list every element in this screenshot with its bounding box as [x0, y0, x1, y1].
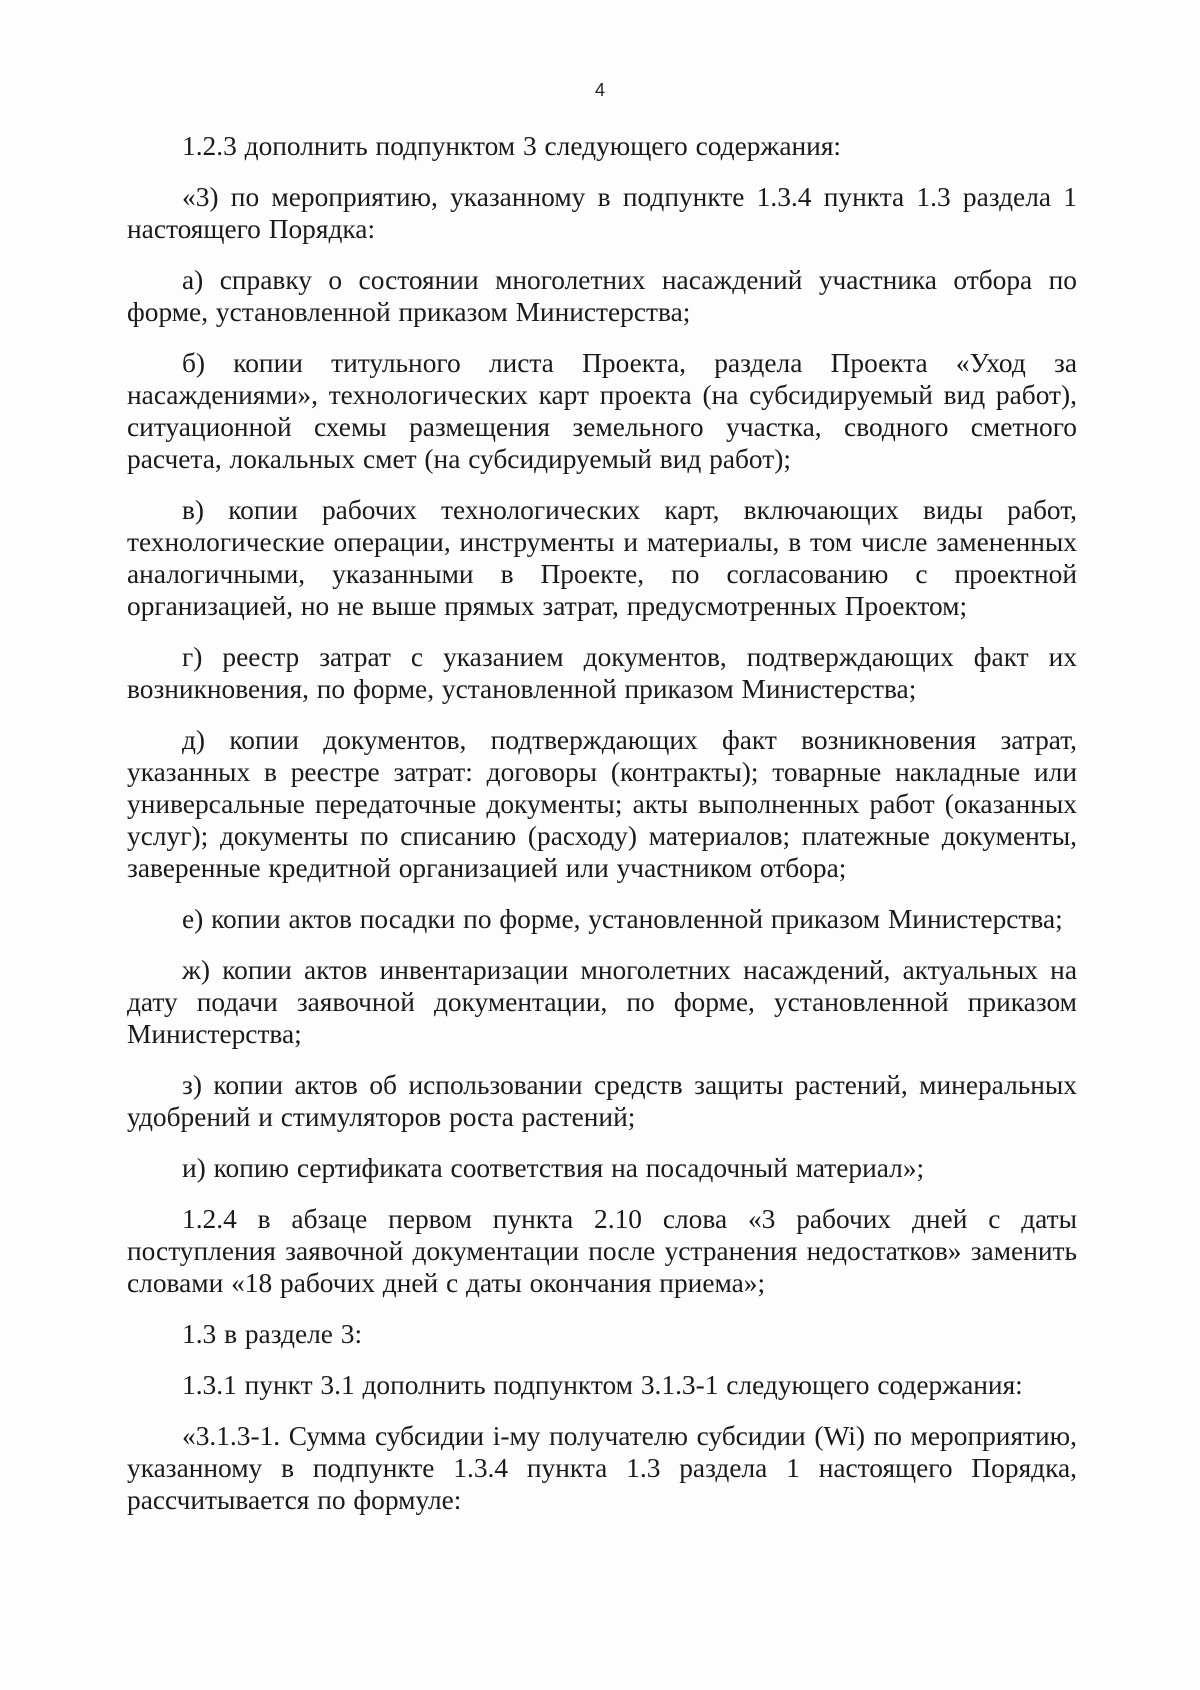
- paragraph-1-3-1: 1.3.1 пункт 3.1 дополнить подпунктом 3.1.3-1 следующего содержания:: [182, 1370, 1023, 1400]
- paragraph-item-i: и) копию сертификата соответствия на посадочный материал»;: [182, 1153, 925, 1183]
- paragraph-item-e: е) копии актов посадки по форме, установленной приказом Министерства;: [182, 904, 1063, 934]
- document-body: [127, 130, 1077, 1516]
- paragraph-item-z: з) копии актов об использовании средств защиты растений, минеральных удобрений и стимуляторов роста растений;: [127, 1070, 1077, 1132]
- paragraph-1-2-3: 1.2.3 дополнить подпунктом 3 следующего содержания:: [182, 131, 842, 161]
- paragraph-1-3: 1.3 в разделе 3:: [182, 1319, 363, 1349]
- paragraph-item-a: а) справку о состоянии многолетних насаждений участника отбора по форме, установленной приказом Министерства;: [127, 265, 1077, 327]
- paragraph-item-g: г) реестр затрат с указанием документов, подтверждающих факт их возникновения, по форме, установленной приказом Министерства;: [127, 642, 1077, 704]
- paragraph-item-v: в) копии рабочих технологических карт, включающих виды работ, технологические операции, инструменты и материалы, в том числе замененных аналогичными, указанными в Проекте, по согласованию с проектной организацией, но не выше прямых затрат, предусмотренных Проектом;: [127, 495, 1077, 621]
- paragraph-item-b: б) копии титульного листа Проекта, раздела Проекта «Уход за насаждениями», технологических карт проекта (на субсидируемый вид работ), ситуационной схемы размещения земельного участка, сводного сметного расчета, локальных смет (на субсидируемый вид работ);: [127, 348, 1077, 474]
- paragraph-item-3: «3) по мероприятию, указанному в подпункте 1.3.4 пункта 1.3 раздела 1 настоящего Порядка:: [127, 182, 1077, 244]
- page-number: 4: [594, 80, 605, 100]
- paragraph-3-1-3-1: «3.1.3-1. Сумма субсидии i-му получателю субсидии (Wi) по мероприятию, указанному в подпункте 1.3.4 пункта 1.3 раздела 1 настоящего Порядка, рассчитывается по формуле:: [127, 1421, 1077, 1515]
- paragraph-1-2-4: 1.2.4 в абзаце первом пункта 2.10 слова «3 рабочих дней с даты поступления заявочной документации после устранения недостатков» заменить словами «18 рабочих дней с даты окончания приема»;: [127, 1204, 1077, 1298]
- paragraph-item-d: д) копии документов, подтверждающих факт возникновения затрат, указанных в реестре затрат: договоры (контракты); товарные накладные или универсальные передаточные документы; акты выполненных работ (оказанных услуг); документы по списанию (расходу) материалов; платежные документы, заверенные кредитной организацией или участником отбора;: [127, 725, 1077, 883]
- paragraph-item-zh: ж) копии актов инвентаризации многолетних насаждений, актуальных на дату подачи заявочной документации, по форме, установленной приказом Министерства;: [127, 955, 1077, 1049]
